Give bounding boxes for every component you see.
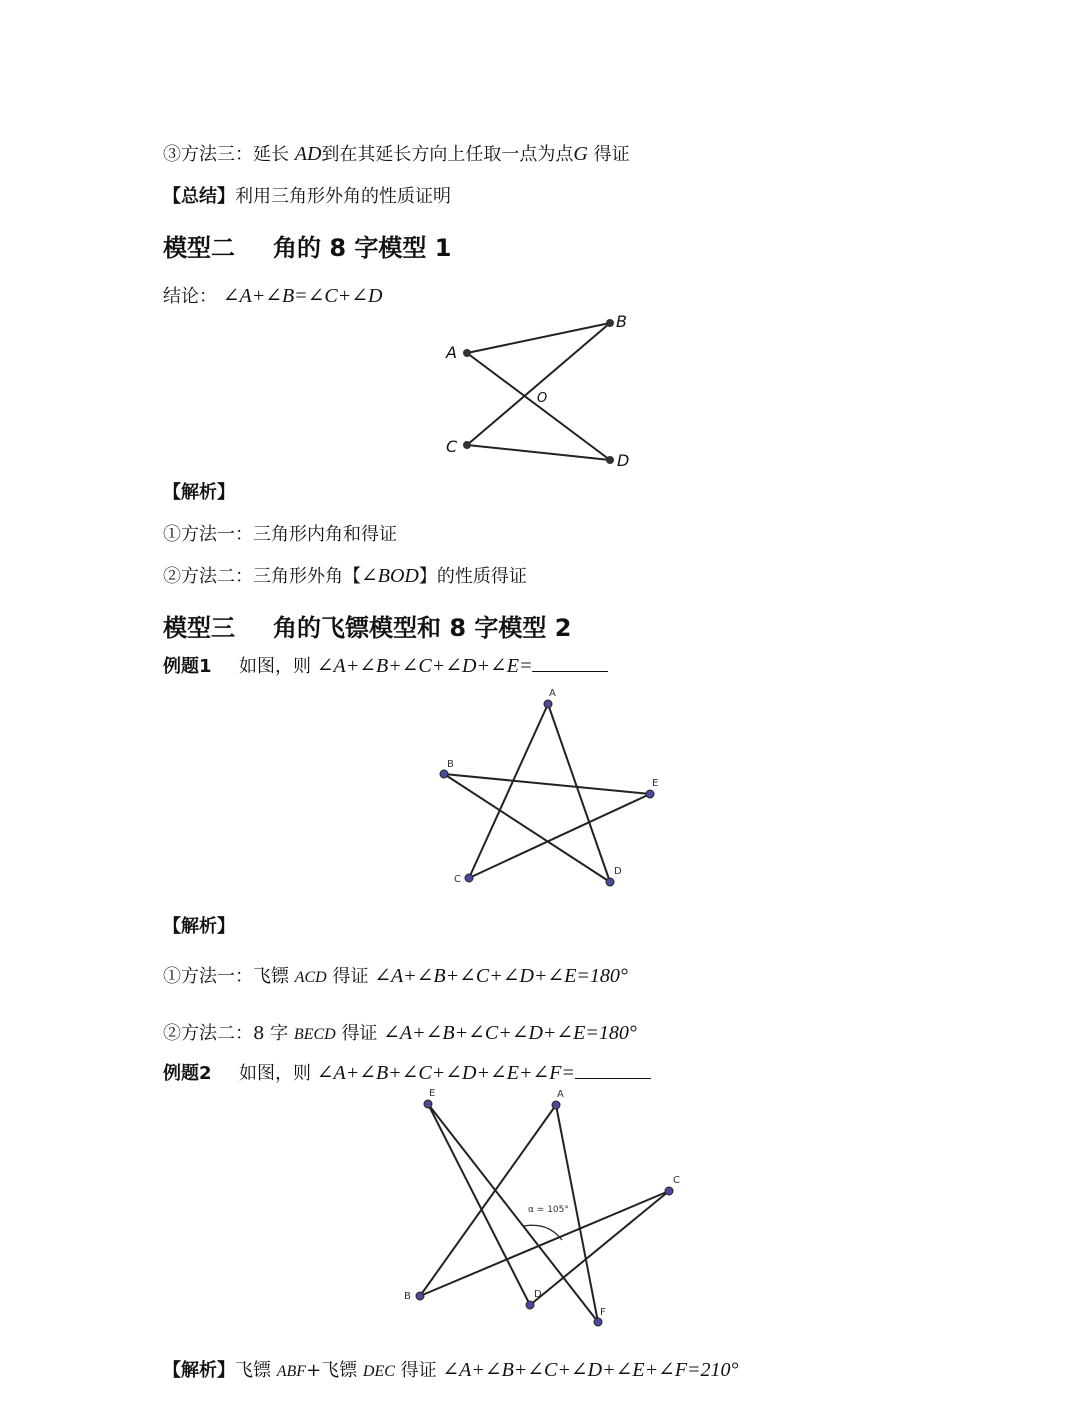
label-b: B [404,1291,411,1302]
label-c: C [673,1175,680,1186]
segment-be [444,774,650,794]
point-d-dot [606,456,614,464]
segment-ac [469,704,548,878]
conclusion-formula: ∠A+∠B=∠C+∠D [222,285,383,307]
analysis-tag: 【解析】 [163,916,235,937]
analysis2-method1: ①方法一：飞镖 ACD 得证 ∠A+∠B+∠C+∠D+∠E=180° [163,965,628,987]
label-b: B [616,312,627,331]
label-e: E [429,1088,436,1099]
point-c-dot [465,874,473,882]
example1-formula: ∠A+∠B+∠C+∠D+∠E= [316,655,533,677]
summary-tag: 【总结】 [163,186,235,207]
segment-cd [467,445,610,460]
label-d: D [617,451,630,470]
model2-heading: 模型二 角的 8 字模型 1 [163,234,452,262]
point-b-dot [606,319,614,327]
segment-bc [467,323,610,445]
point-a-dot [552,1101,560,1109]
segment-af [556,1105,598,1322]
method3-line: ③方法三：延长 AD到在其延长方向上任取一点为点G 得证 [163,143,630,165]
analysis3-line: 【解析】飞镖 ABF+飞镖 DEC 得证 ∠A+∠B+∠C+∠D+∠E+∠F=210° [163,1359,739,1381]
point-e-dot [424,1100,432,1108]
angle-bod: ∠BOD [361,565,419,587]
point-a-dot [544,700,552,708]
segment-ad [467,353,610,460]
label-f: F [600,1307,606,1318]
example1-line: 例题1 如图，则 ∠A+∠B+∠C+∠D+∠E= [163,652,608,678]
answer-blank [532,657,608,672]
conclusion-line: 结论： ∠A+∠B=∠C+∠D [163,285,383,307]
example2-formula: ∠A+∠B+∠C+∠D+∠E+∠F= [316,1062,575,1084]
segment-ad: AD [294,143,322,165]
segment-ef [428,1104,598,1322]
segment-dc [530,1191,669,1305]
analysis3-formula: ∠A+∠B+∠C+∠D+∠E+∠F=210° [442,1359,739,1381]
model3-heading: 模型三 角的飞镖模型和 8 字模型 2 [163,614,572,642]
segment-bd [444,774,610,882]
analysis2-method2: ②方法二：8 字 BECD 得证 ∠A+∠B+∠C+∠D+∠E=180° [163,1022,637,1044]
point-c-dot [463,441,471,449]
summary-line: 【总结】利用三角形外角的性质证明 [163,186,451,207]
method1-formula: ∠A+∠B+∠C+∠D+∠E=180° [374,965,628,987]
label-c: C [446,437,458,456]
segment-ab [467,323,610,353]
point-f-dot [594,1318,602,1326]
label-d: D [534,1289,542,1300]
point-b-dot [440,770,448,778]
example1-label: 例题1 [163,656,212,677]
analysis-tag: 【解析】 [163,1360,235,1381]
analysis-tag: 【解析】 [163,482,235,503]
segment-ab [420,1105,556,1296]
label-d: D [614,866,622,877]
angle-arc [524,1225,562,1240]
segment-ad [548,704,610,882]
analysis1-method2: ②方法二：三角形外角【∠BOD】的性质得证 [163,565,527,587]
point-a-dot [463,349,471,357]
segment-bc [420,1191,669,1296]
label-e: E [652,778,659,789]
segment-ce [469,794,650,878]
method2-formula: ∠A+∠B+∠C+∠D+∠E=180° [383,1022,637,1044]
circled-three: ③ [163,144,181,165]
example2-line: 例题2 如图，则 ∠A+∠B+∠C+∠D+∠E+∠F= [163,1059,651,1085]
point-c-dot [665,1187,673,1195]
analysis2-tag-line [163,912,235,938]
label-a: A [549,688,556,699]
example2-label: 例题2 [163,1063,212,1084]
point-g: G [573,143,588,165]
angle-label: α = 105° [528,1205,569,1215]
point-e-dot [646,790,654,798]
label-b: B [447,759,454,770]
analysis1-tag-line [163,478,235,504]
point-d-dot [606,878,614,886]
label-a: A [446,343,457,362]
label-o: O [537,391,548,406]
segment-ed [428,1104,530,1305]
label-a: A [557,1089,564,1100]
analysis1-method1: ①方法一：三角形内角和得证 [163,524,397,545]
point-b-dot [416,1292,424,1300]
label-c: C [454,874,461,885]
point-d-dot [526,1301,534,1309]
answer-blank [575,1064,651,1079]
